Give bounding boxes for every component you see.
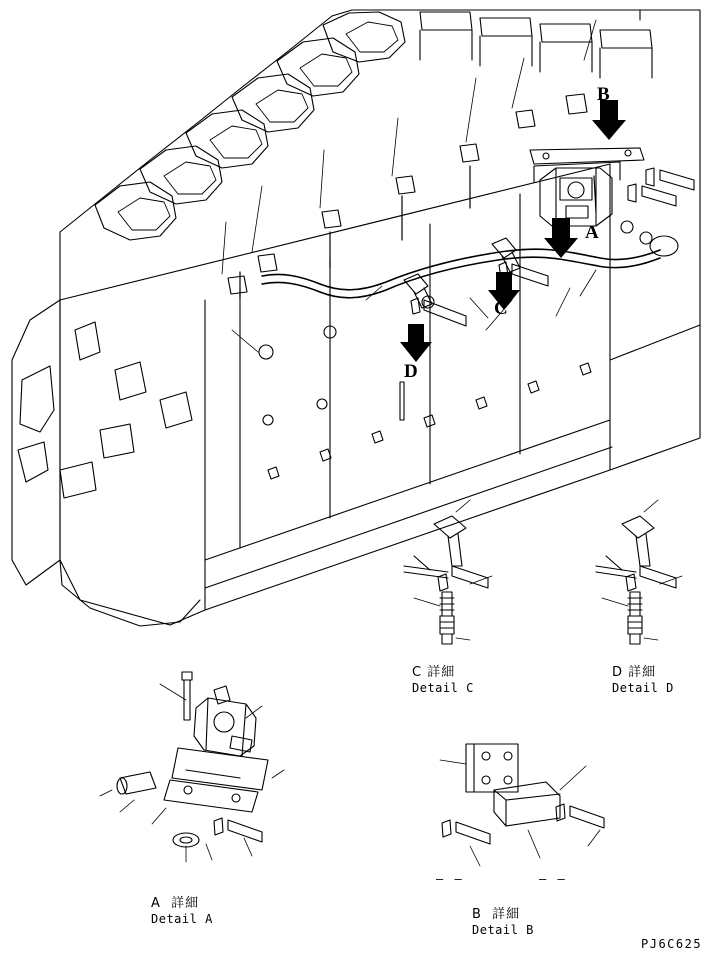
head-bolt-bosses — [420, 12, 652, 78]
detail-a-caption-jp: A 詳細 — [151, 896, 200, 911]
detail-c-caption-en: Detail C — [412, 681, 474, 695]
dash-mark-right: – – — [539, 872, 567, 886]
detail-a-caption-en: Detail A — [151, 912, 213, 926]
detail-d-drawing — [596, 500, 682, 644]
assembly-a-on-block — [530, 148, 644, 226]
callout-d-label: D — [404, 361, 418, 382]
arrow-b — [592, 100, 626, 140]
arrow-d — [400, 324, 432, 362]
cylinder-bores — [118, 22, 398, 230]
callout-c-label: C — [494, 298, 508, 319]
dash-mark-left: – – — [436, 872, 464, 886]
detail-d-caption-jp: D 詳細 — [612, 665, 657, 680]
detail-c-caption-jp: C 詳細 — [412, 665, 456, 680]
harness-connector-bodies — [228, 94, 587, 294]
detail-c-drawing — [404, 500, 492, 644]
callout-b-label: B — [597, 84, 610, 105]
callout-a-label: A — [585, 222, 599, 243]
document-id: PJ6C625 — [641, 937, 703, 951]
block-side-ribs — [60, 164, 610, 560]
detail-a-drawing — [100, 672, 284, 862]
detail-b-caption-en: Detail B — [472, 923, 534, 937]
harness-end-cap — [650, 236, 678, 256]
wiring-harness-route — [262, 249, 660, 298]
detail-b-caption-jp: B 詳細 — [472, 907, 521, 922]
cylinder-deck-arches — [95, 12, 405, 240]
detail-d-caption-en: Detail D — [612, 681, 674, 695]
detail-b-drawing — [440, 744, 604, 866]
bolts-right-cluster — [621, 168, 694, 244]
front-gear-housing — [12, 300, 192, 585]
